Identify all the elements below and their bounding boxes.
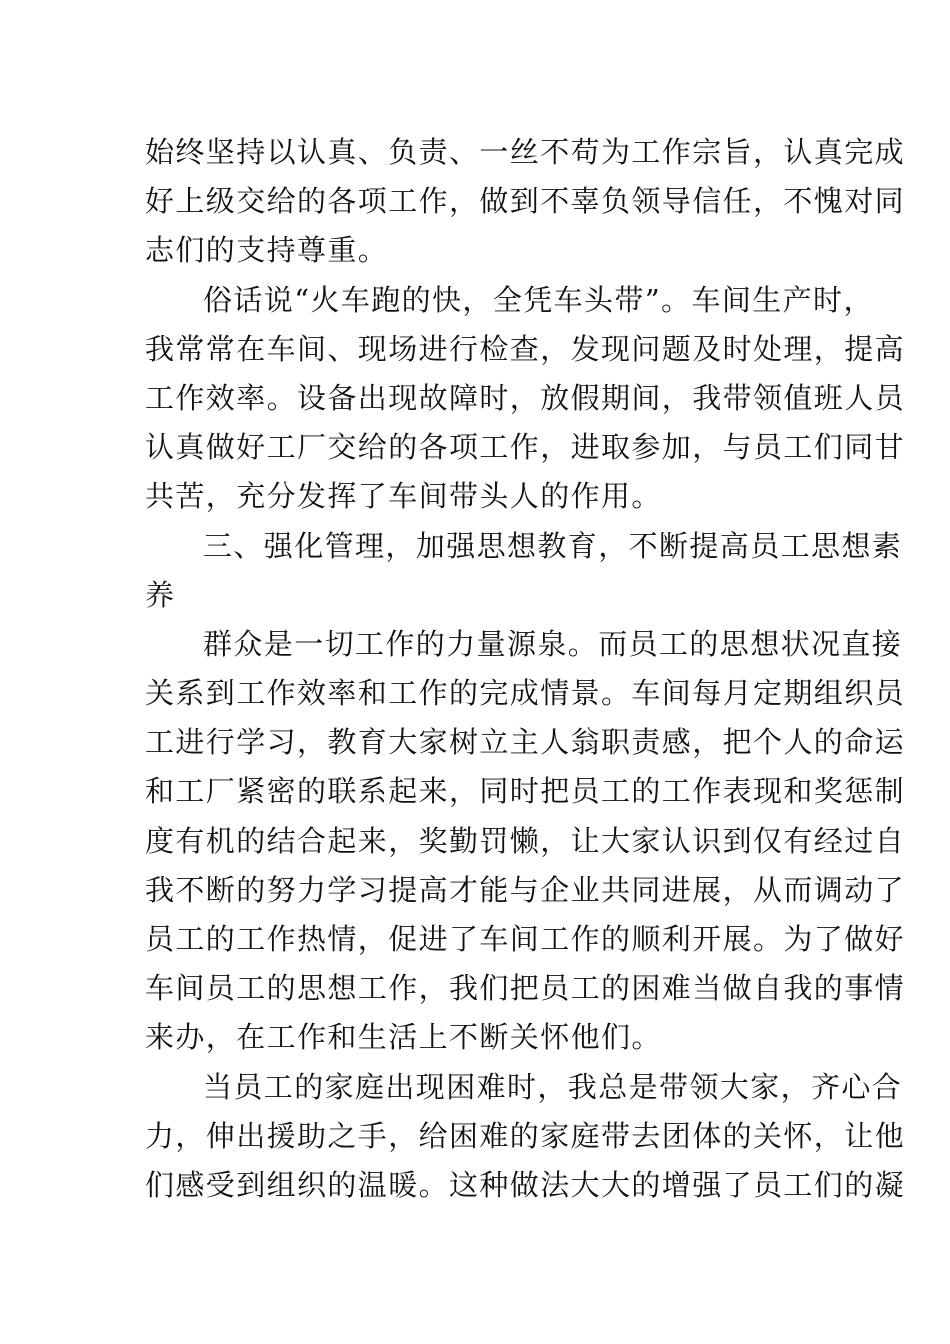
text-line: 养 [145,577,176,612]
text-line: 和工厂紧密的联系起来，同时把员工的工作表现和奖惩制 [145,774,906,809]
text-line: 俗话说“火车跑的快，全凭车头带”。车间生产时， [203,282,874,317]
text-line: 力，伸出援助之手，给困难的家庭带去团体的关怀，让他 [145,1118,906,1153]
document-body [145,128,906,1210]
text-line: 车间员工的思想工作，我们把员工的困难当做自我的事情 [145,971,906,1006]
text-line: 工作效率。设备出现故障时，放假期间，我带领值班人员 [145,380,906,415]
text-line: 当员工的家庭出现困难时，我总是带领大家，齐心合 [203,1069,903,1104]
text-line: 三、强化管理，加强思想教育，不断提高员工思想素 [203,528,903,563]
text-line: 共苦，充分发挥了车间带头人的作用。 [145,479,662,514]
text-line: 度有机的结合起来，奖勤罚懒，让大家认识到仅有经过自 [145,823,906,858]
text-line: 好上级交给的各项工作，做到不辜负领导信任，不愧对同 [145,184,906,219]
text-line: 们感受到组织的温暖。这种做法大大的增强了员工们的凝 [145,1167,906,1202]
text-line: 认真做好工厂交给的各项工作，进取参加，与员工们同甘 [145,430,906,465]
text-line: 群众是一切工作的力量源泉。而员工的思想状况直接 [203,626,903,661]
text-line: 工进行学习，教育大家树立主人翁职责感，把个人的命运 [145,725,906,760]
text-line: 关系到工作效率和工作的完成情景。车间每月定期组织员 [145,676,906,711]
text-line: 我常常在车间、现场进行检查，发现问题及时处理，提高 [145,331,906,366]
text-line: 始终坚持以认真、负责、一丝不苟为工作宗旨，认真完成 [145,135,906,169]
text-line: 我不断的努力学习提高才能与企业共同进展，从而调动了 [145,872,906,907]
text-line: 志们的支持尊重。 [145,233,389,268]
text-line: 员工的工作热情，促进了车间工作的顺利开展。为了做好 [145,922,906,956]
text-line: 来办，在工作和生活上不断关怀他们。 [145,1020,662,1055]
